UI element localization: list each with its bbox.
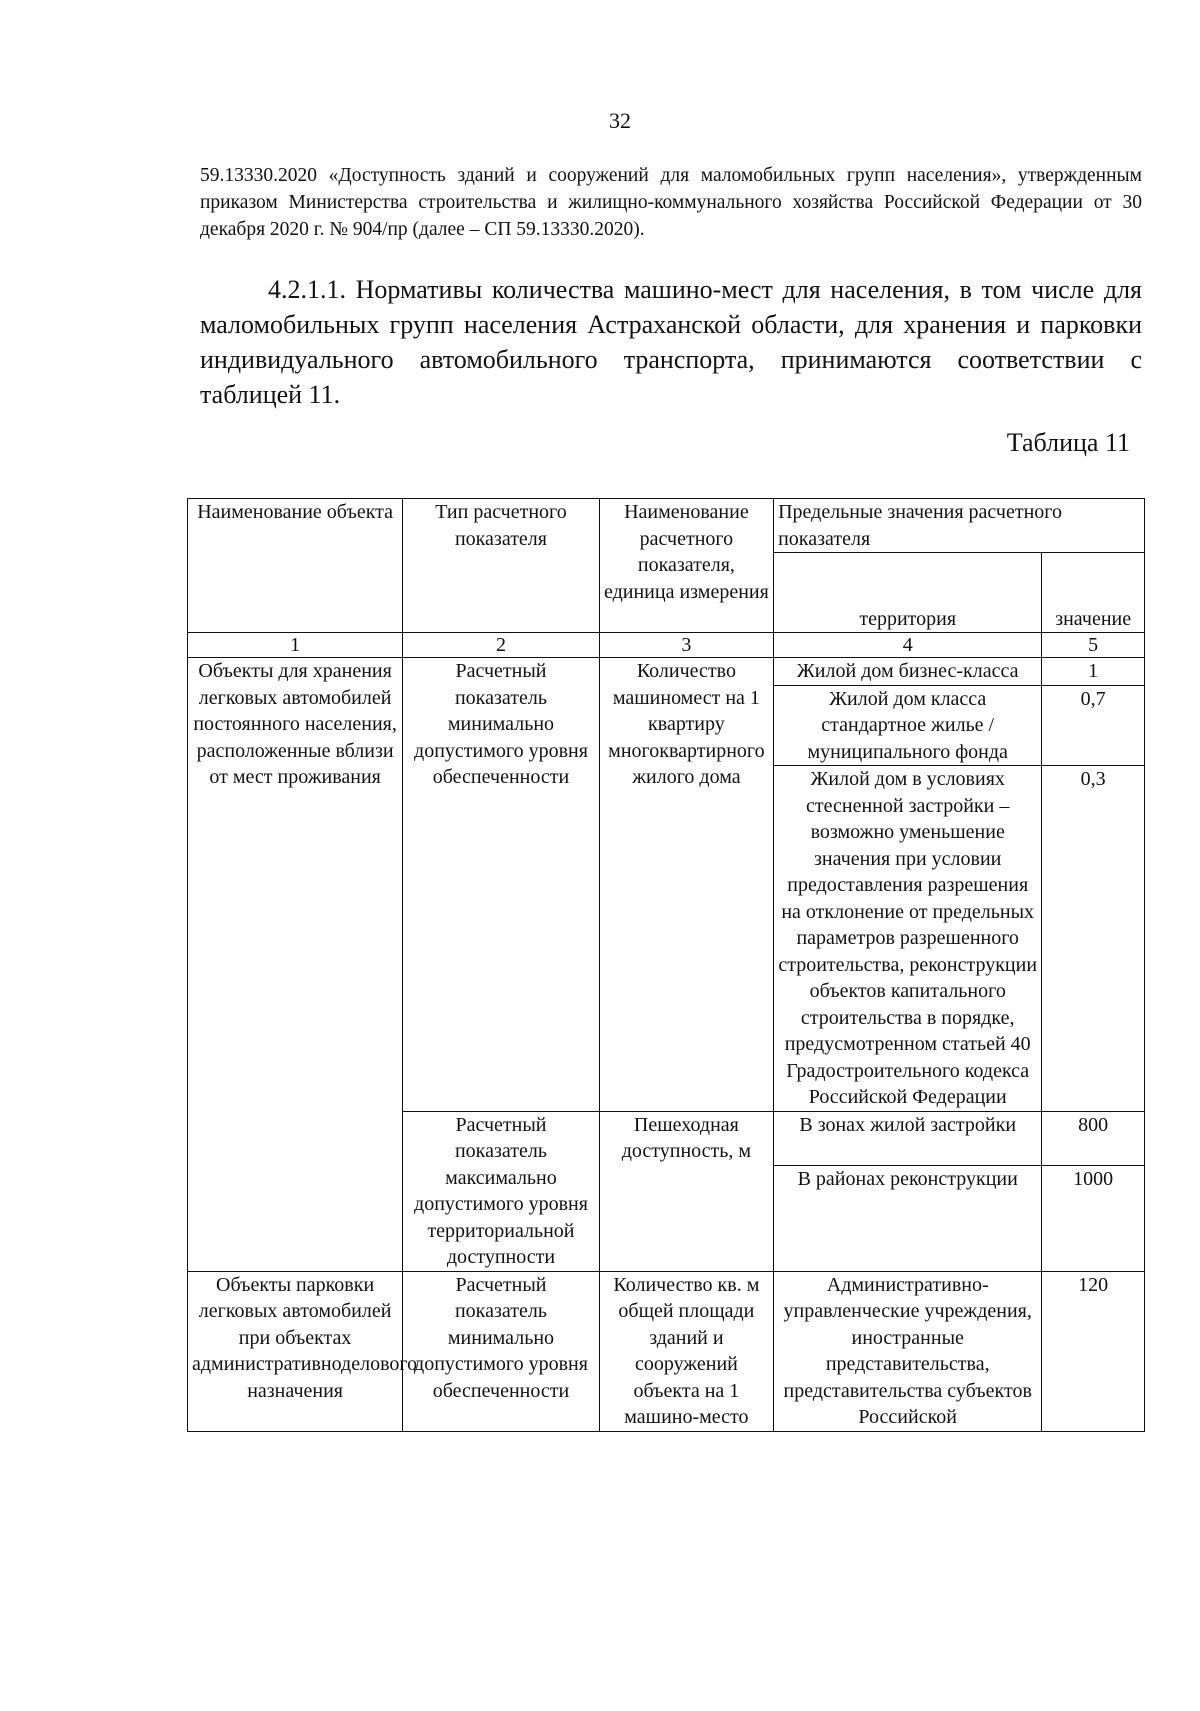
value-cell: 1 <box>1042 658 1145 686</box>
indicator-type-cell: Расчетный показатель максимально допустимого уровня территориальной доступности <box>403 1111 599 1271</box>
indicator-name-cell: Количество машиномест на 1 квартиру многоквартирного жилого дома <box>599 658 773 1112</box>
header-object-name: Наименование объекта <box>188 499 403 633</box>
table-caption: Таблица 11 <box>1006 428 1130 457</box>
value-cell: 800 <box>1042 1111 1145 1165</box>
column-number: 4 <box>774 633 1042 658</box>
column-number: 1 <box>188 633 403 658</box>
column-number: 2 <box>403 633 599 658</box>
indicator-name-cell: Пешеходная доступность, м <box>599 1111 773 1271</box>
intro-paragraph: 59.13330.2020 «Доступность зданий и сооружений для маломобильных групп населения», утвержденным приказом Министерства строительства и жилищно-коммунального хозяйства Российской Федерации от 30 декабря 2020 г. № 904/пр (далее – СП 59.13330.2020). <box>200 165 1142 240</box>
page-number: 32 <box>609 108 631 133</box>
table-row <box>188 1111 1145 1165</box>
header-indicator-name: Наименование расчетного показателя, единица измерения <box>599 499 773 633</box>
object-name-cell: Объекты для хранения легковых автомобилей постоянного населения, расположенные вблизи от мест проживания <box>188 658 403 1112</box>
territory-cell: В районах реконструкции <box>774 1165 1042 1271</box>
territory-cell: Жилой дом в условиях стесненной застройки – возможно уменьшение значения при условии предоставления разрешения на отклонение от предельных параметров разрешенного строительства, реконструкции объектов капитального строительства в порядке, предусмотренном статьей 40 Градостроительного кодекса Российской Федерации <box>774 766 1042 1112</box>
object-name-cell <box>188 1111 403 1271</box>
indicator-type-cell: Расчетный показатель минимально допустимого уровня обеспеченности <box>403 1271 599 1431</box>
column-number: 3 <box>599 633 773 658</box>
territory-cell: Административно-управленческие учреждения, иностранные представительства, представительства субъектов Российской <box>774 1271 1042 1431</box>
header-row-1 <box>188 499 1145 553</box>
indicator-name-cell: Количество кв. м общей площади зданий и сооружений объекта на 1 машино-место <box>599 1271 773 1431</box>
column-number-row <box>188 633 1145 658</box>
territory-cell: В зонах жилой застройки <box>774 1111 1042 1165</box>
header-territory: территория <box>774 553 1042 633</box>
territory-cell: Жилой дом бизнес-класса <box>774 658 1042 686</box>
value-cell: 0,3 <box>1042 766 1145 1112</box>
object-name-cell: Объекты парковки легковых автомобилей при объектах административноделового назначения <box>188 1271 403 1431</box>
indicator-type-cell: Расчетный показатель минимально допустимого уровня обеспеченности <box>403 658 599 1112</box>
norms-table <box>187 498 1145 1432</box>
value-cell: 120 <box>1042 1271 1145 1431</box>
header-indicator-type: Тип расчетного показателя <box>403 499 599 633</box>
value-cell: 0,7 <box>1042 685 1145 766</box>
value-cell: 1000 <box>1042 1165 1145 1271</box>
header-value: значение <box>1042 553 1145 633</box>
table-row <box>188 1271 1145 1431</box>
clause-4-2-1-1: 4.2.1.1. Нормативы количества машино-мест для населения, в том числе для маломобильных групп населения Астраханской области, для хранения и парковки индивидуального автомобильного транспорта, принимаются соответствии с таблицей 11. <box>200 275 1142 409</box>
table-row <box>188 658 1145 686</box>
header-limit-values: Предельные значения расчетного показателя <box>774 499 1145 553</box>
column-number: 5 <box>1042 633 1145 658</box>
territory-cell: Жилой дом класса стандартное жилье / муниципального фонда <box>774 685 1042 766</box>
